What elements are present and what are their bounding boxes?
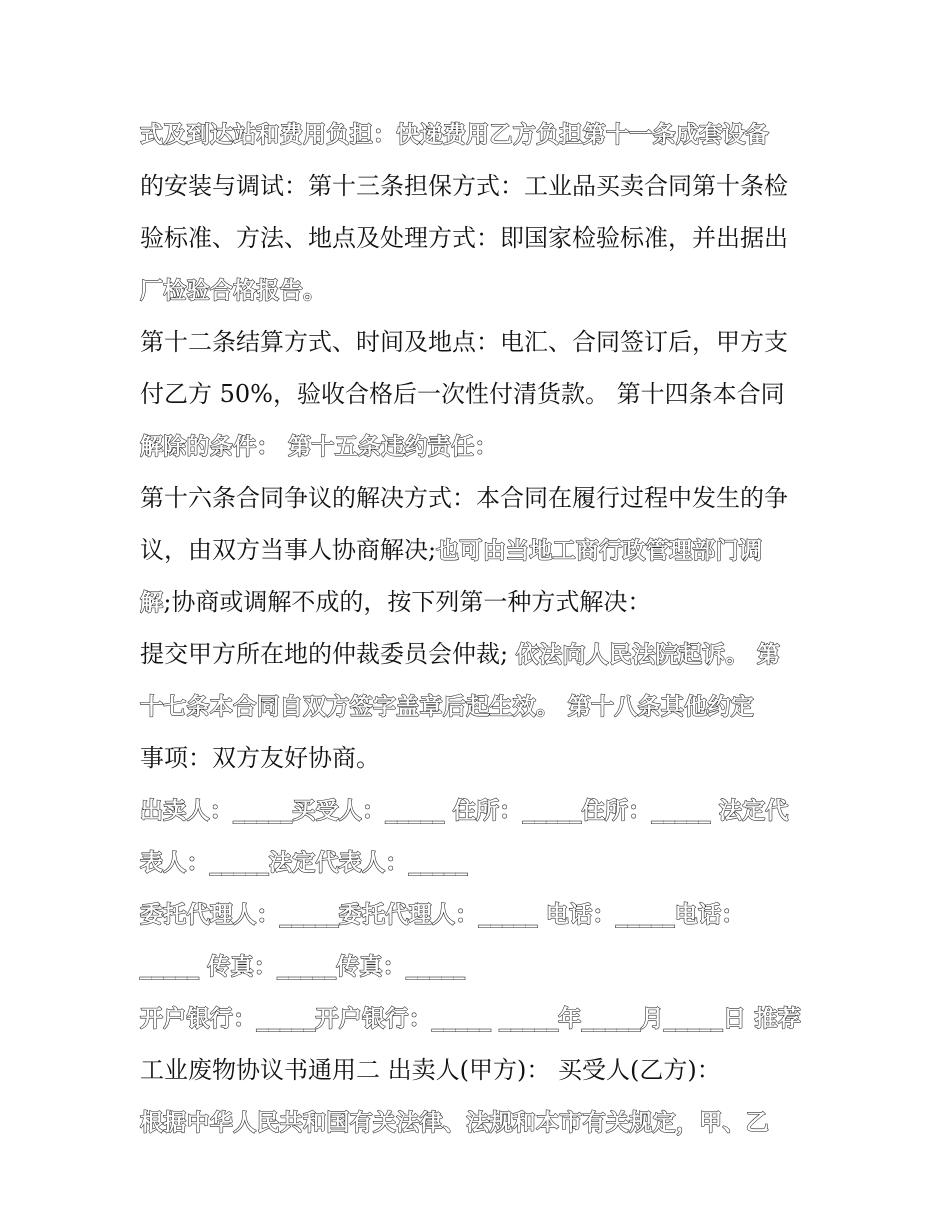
outlined-text-segment: 解 — [140, 590, 164, 616]
text-line — [140, 212, 820, 264]
text-line — [140, 160, 820, 212]
outlined-text-segment: 依法向人民法院起诉。 第 — [515, 642, 781, 668]
outlined-text-segment: 厂检验合格报告。 — [140, 278, 327, 304]
outlined-text-segment: 出卖人：_____买受人：_____ 住所：_____住所：_____ 法定代 — [140, 798, 789, 824]
text-segment: 议，由双方当事人协商解决; — [140, 536, 437, 564]
outlined-text-segment: 开户银行：_____开户银行：_____ _____年_____月_____日 推荐 — [140, 1006, 802, 1032]
text-line — [140, 888, 820, 940]
text-line — [140, 1044, 820, 1096]
text-segment: 提交甲方所在地的仲裁委员会仲裁; — [140, 640, 516, 668]
text-segment: 第十六条合同争议的解决方式：本合同在履行过程中发生的争 — [140, 484, 788, 512]
text-line — [140, 836, 820, 888]
text-line — [140, 108, 820, 160]
text-segment: 事项：双方友好协商。 — [140, 744, 380, 772]
text-segment: 付乙方 50%，验收合格后一次性付清货款。 第十四条本合同 — [140, 380, 785, 408]
text-line — [140, 680, 820, 732]
outlined-text-segment: 式及到达站和费用负担：快递费用乙方负担第十一条成套设备 — [140, 122, 770, 148]
document-body — [140, 108, 820, 1148]
text-line — [140, 940, 820, 992]
text-segment: 工业废物协议书通用二 出卖人(甲方)： 买受人(乙方)： — [140, 1056, 721, 1084]
outlined-text-segment: 也可由当地工商行政管理部门调 — [436, 538, 763, 564]
text-line — [140, 784, 820, 836]
outlined-text-segment: 表人：_____法定代表人：_____ — [140, 850, 468, 876]
text-line — [140, 420, 820, 472]
text-segment: 验标准、方法、地点及处理方式：即国家检验标准，并出据出 — [140, 224, 788, 252]
text-line — [140, 524, 820, 576]
text-line — [140, 472, 820, 524]
text-line — [140, 576, 820, 628]
text-line — [140, 1096, 820, 1148]
outlined-text-segment: 根据中华人民共和国有关法律、法规和本市有关规定，甲、乙 — [140, 1110, 770, 1136]
outlined-text-segment: 解除的条件： 第十五条违约责任： — [140, 434, 498, 460]
text-line — [140, 264, 820, 316]
text-line — [140, 628, 820, 680]
outlined-text-segment: 委托代理人：_____委托代理人：_____ 电话：_____电话： — [140, 902, 745, 928]
text-line — [140, 368, 820, 420]
text-line — [140, 992, 820, 1044]
outlined-text-segment: 十七条本合同自双方签字盖章后起生效。 第十八条其他约定 — [140, 694, 755, 720]
text-line — [140, 732, 820, 784]
text-line — [140, 316, 820, 368]
text-segment: 第十二条结算方式、时间及地点：电汇、合同签订后，甲方支 — [140, 328, 788, 356]
outlined-text-segment: _____ 传真：_____传真：_____ — [140, 954, 466, 980]
text-segment: ;协商或调解不成的，按下列第一种方式解决： — [163, 588, 652, 616]
text-segment: 的安装与调试：第十三条担保方式：工业品买卖合同第十条检 — [140, 172, 788, 200]
